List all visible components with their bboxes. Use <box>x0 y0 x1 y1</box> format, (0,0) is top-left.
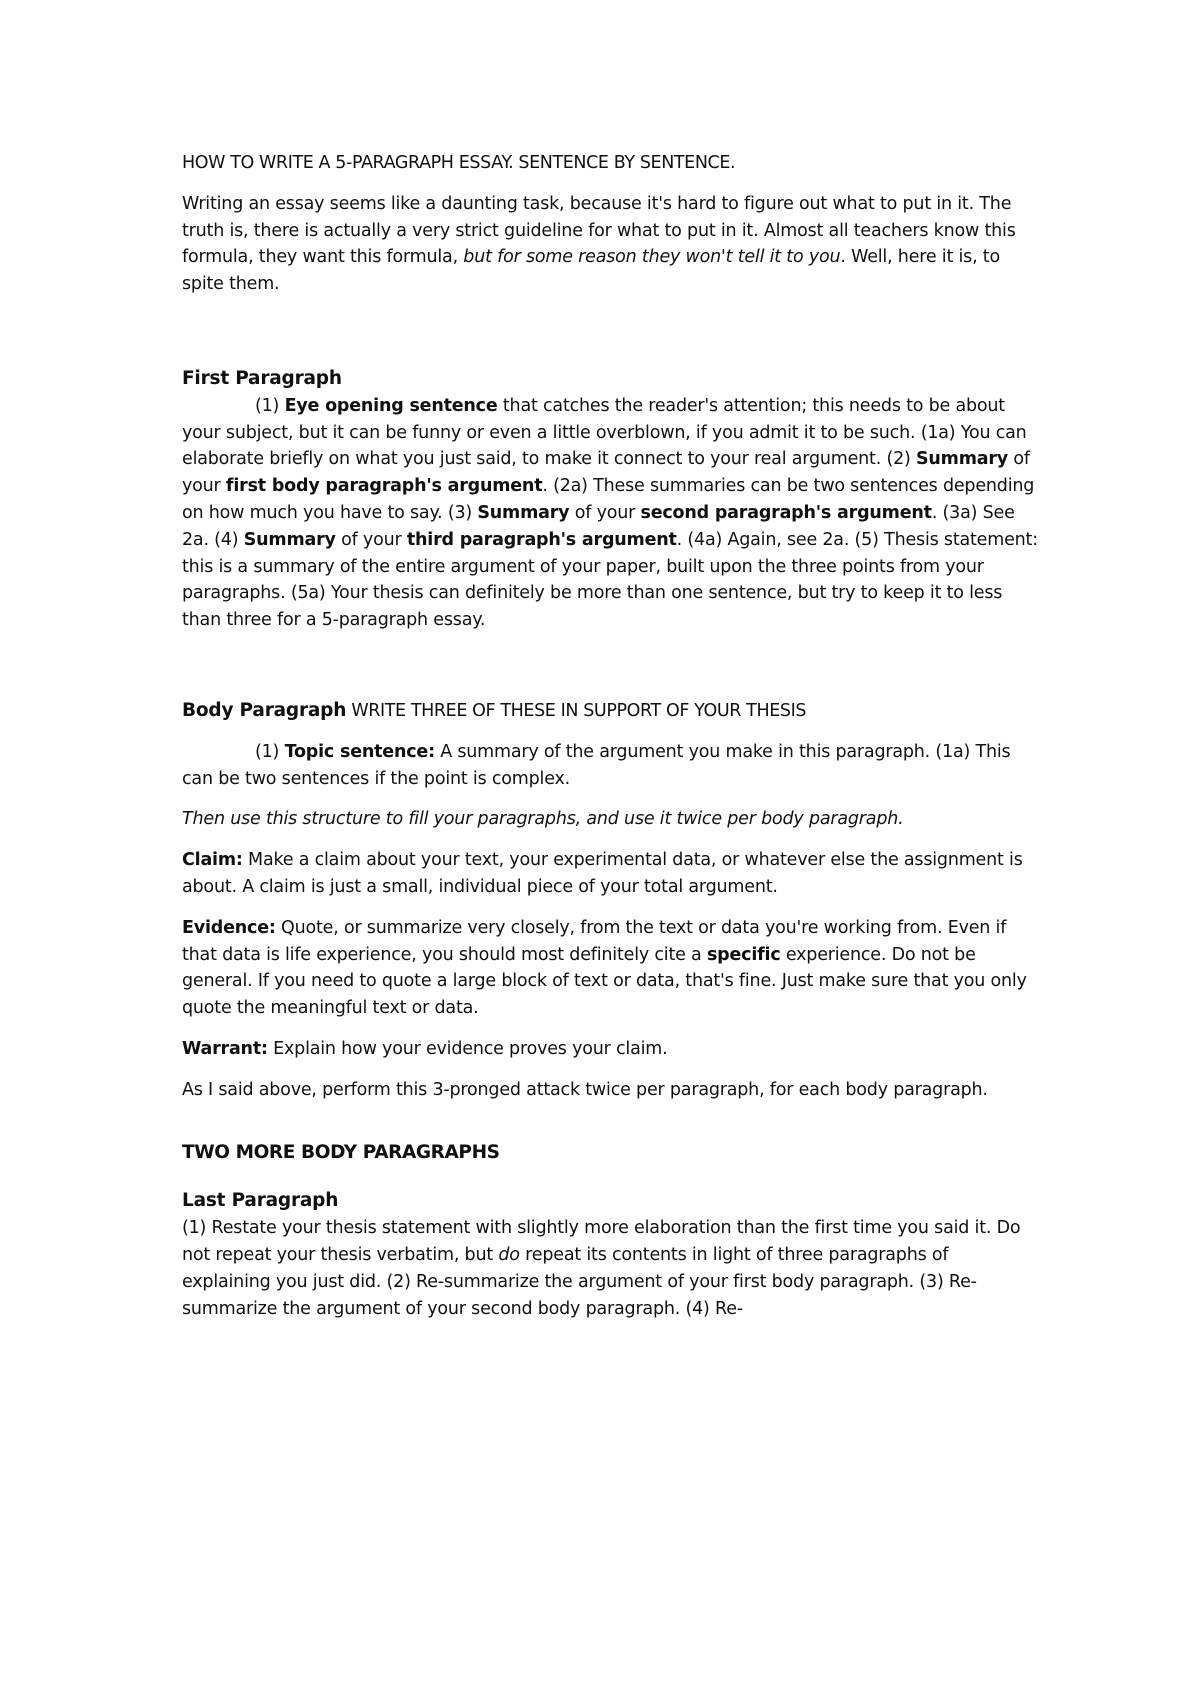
document-page <box>182 150 1042 1336</box>
bold-run: Summary <box>916 449 1008 470</box>
intro-paragraph <box>182 191 1042 298</box>
text-run: Quote, or summarize very closely, from the text or data you're working from. Even if that data is life experience, you should most definitely cite a <box>182 917 1007 965</box>
warrant-item <box>182 1036 1042 1063</box>
text-run: Explain how your evidence proves your claim. <box>267 1038 668 1059</box>
structure-instruction <box>182 806 1042 833</box>
topic-label: Topic sentence: <box>284 741 435 762</box>
text-run: experience. Do not be general. If you need to quote a large block of text or data, that's fine. Just make sure that you only quote the meaningful text or data. <box>182 944 1027 1019</box>
text-run: . (2a) These summaries can be two sentences depending on how much you have to say. (3) <box>182 476 1035 523</box>
text-run: (1) Restate your thesis statement with slightly more elaboration than the first time you said it. Do not repeat your thesis verbatim, but <box>182 1218 1021 1265</box>
text-run: . (4a) Again, see 2a. (5) Thesis statement: this is a summary of the entire argument of your paper, built upon the three points from your paragraphs. (5a) Your thesis can definitely be more than one sentence, but try to keep it to less than three for a 5-paragraph essay. <box>182 529 1038 631</box>
bold-run: first body paragraph's argument <box>225 476 543 497</box>
last-paragraph-body <box>182 1215 1042 1322</box>
evidence-label: Evidence: <box>182 917 276 938</box>
specific-emphasis: specific <box>706 944 781 965</box>
text-run: of your <box>569 502 641 523</box>
text-run: of your <box>335 529 407 550</box>
text-run: (1) <box>255 395 285 416</box>
spacer <box>182 312 1042 366</box>
bold-run: second paragraph's argument <box>640 502 932 523</box>
document-title: HOW TO WRITE A 5-PARAGRAPH ESSAY. SENTENCE BY SENTENCE. <box>182 153 736 173</box>
body-paragraph-heading <box>182 698 1042 725</box>
body-closing-note: As I said above, perform this 3-pronged attack twice per paragraph, for each body paragraph. <box>182 1079 988 1100</box>
body-heading-note: WRITE THREE OF THESE IN SUPPORT OF YOUR THESIS <box>346 700 807 721</box>
two-more-body-heading: TWO MORE BODY PARAGRAPHS <box>182 1141 500 1163</box>
bold-run: Summary <box>477 502 570 523</box>
text-run: of your <box>182 449 1030 497</box>
bold-run: Summary <box>243 529 336 550</box>
bold-run: third paragraph's argument <box>406 529 677 550</box>
text-run: . (3a) See 2a. (4) <box>182 502 1015 550</box>
text-run: (1) <box>255 741 285 762</box>
claim-item <box>182 847 1042 901</box>
intro-italic-text: but for some reason they won't tell it to you <box>463 247 841 268</box>
evidence-item <box>182 915 1042 1022</box>
text-run: A summary of the argument you make in this paragraph. (1a) This can be two sentences if the point is complex. <box>182 741 1011 789</box>
first-paragraph-heading: First Paragraph <box>182 367 342 389</box>
first-paragraph-body <box>182 393 1042 634</box>
intro-text-end: . Well, here it is, to spite them. <box>182 247 1000 295</box>
spacer <box>182 1166 1042 1188</box>
body-heading-label: Body Paragraph <box>182 699 347 721</box>
italic-run: do <box>498 1244 520 1265</box>
bold-run: Eye opening sentence <box>284 395 498 416</box>
spacer <box>182 648 1042 698</box>
intro-text: Writing an essay seems like a daunting task, because it's hard to figure out what to put in it. The truth is, there is actually a very strict guideline for what to put in it. Almost all teachers know this formula, they want this formula, <box>182 193 1016 268</box>
text-run: Make a claim about your text, your experimental data, or whatever else the assignment is about. A claim is just a small, individual piece of your total argument. <box>182 850 1023 897</box>
instruction-italic: Then use this structure to fill your paragraphs, and use it twice per body paragraph. <box>182 809 904 830</box>
topic-sentence-item <box>182 739 1042 793</box>
warrant-label: Warrant: <box>182 1038 268 1059</box>
last-paragraph-heading: Last Paragraph <box>182 1190 339 1212</box>
text-run: repeat its contents in light of three paragraphs of explaining you just did. (2) Re-summarize the argument of your first body paragraph. (3) Re-summarize the argument of your second body paragraph. (4) Re- <box>182 1244 977 1319</box>
spacer <box>182 1118 1042 1140</box>
text-run: that catches the reader's attention; this needs to be about your subject, but it can be funny or even a little overblown, if you admit it to be such. (1a) You can elaborate briefly on what you just said, to make it connect to your real argument. (2) <box>182 395 1027 470</box>
claim-label: Claim: <box>182 850 243 871</box>
